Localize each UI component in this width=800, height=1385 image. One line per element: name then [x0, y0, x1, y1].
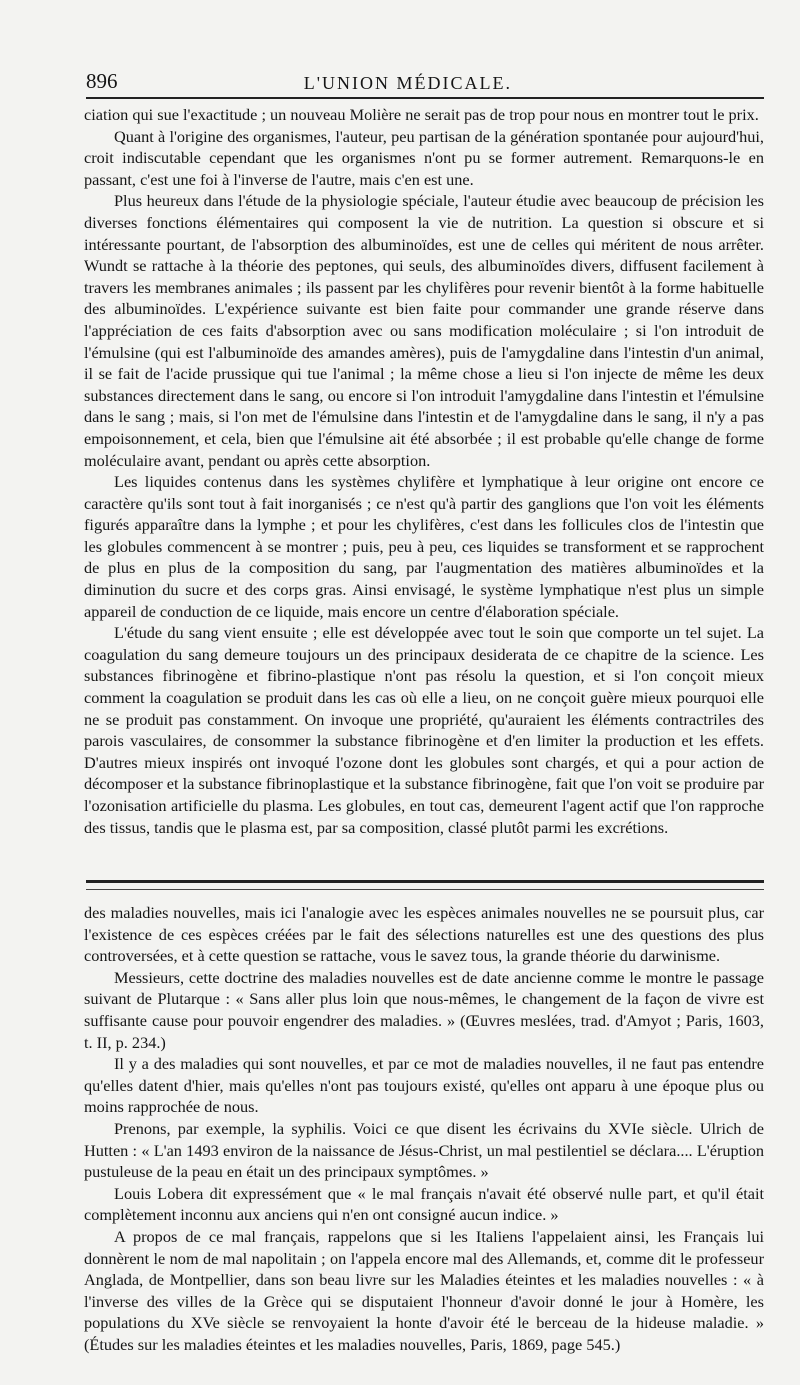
paragraph: ciation qui sue l'exactitude ; un nouveau Molière ne serait pas de trop pour nous en montrer tout le prix. — [84, 105, 759, 124]
running-title: L'UNION MÉDICALE. — [303, 73, 512, 93]
paragraph: A propos de ce mal français, rappelons que si les Italiens l'appelaient ainsi, les Français lui donnèrent le nom de mal napolitain ; on l'appela encore mal des Allemands, et, comme dit le professeur Anglada, de Montpellier, dans son beau livre sur les Maladies éteintes et les maladies nouvelles : « à l'inverse des villes de la Grèce qui se disputaient l'honneur d'avoir donné le jour à Homère, les populations du XVe siècle se renvoyaient la honte d'avoir été le berceau de la hideuse maladie. » (Études sur les maladies éteintes et les maladies nouvelles, Paris, 1869, page 545.) — [84, 1226, 764, 1354]
paragraph: Les liquides contenus dans les systèmes chylifère et lymphatique à leur origine ont encore ce caractère qu'ils sont tout à fait inorganisés ; ce n'est qu'à partir des ganglions que l'on voit les éléments figurés apparaître dans la lymphe ; et pour les chylifères, c'est dans les follicules clos de l'intestin que les globules commencent à se montrer ; puis, peu à peu, ces liquides se transforment et se rapprochent de plus en plus de la composition du sang, par l'augmentation des matières albuminoïdes et la diminution du sucre et des corps gras. Ainsi envisagé, le système lymphatique n'est plus un simple appareil de conduction de ce liquide, mais encore un centre d'élaboration spéciale. — [84, 472, 764, 621]
header-rule — [86, 97, 764, 99]
paragraph: Plus heureux dans l'étude de la physiologie spéciale, l'auteur étudie avec beaucoup de précision les diverses fonctions élémentaires qui composent la vie de nutrition. La question si obscure et si intéressante pourtant, de l'absorption des albuminoïdes, est une de celles qui méritent de nous arrêter. Wundt se rattache à la théorie des peptones, qui seuls, des albuminoïdes divers, diffusent facilement à travers les membranes animales ; ils passent par les chylifères pour revenir bientôt à la forme habituelle des albuminoïdes. L'expérience suivante est bien faite pour commander une grande réserve dans l'appréciation de ces faits d'absorption avec ou sans modification moléculaire ; si l'on introduit de l'émulsine (qui est l'albuminoïde des amandes amères), puis de l'amygdaline dans l'intestin d'un animal, il se fait de l'acide prussique qui tue l'animal ; la même chose a lieu si l'on injecte de même les deux substances directement dans le sang, ou encore si l'on introduit l'amygdaline dans l'intestin et l'émulsine dans le sang ; mais, si l'on met de l'émulsine dans l'intestin et de l'amygdaline dans le sang, il n'y a pas empoisonnement, et cela, bien que l'émulsine ait été absorbée ; il est probable qu'elle change de forme moléculaire avant, pendant ou après cette absorption. — [84, 191, 764, 470]
paragraph: Quant à l'origine des organismes, l'auteur, peu partisan de la génération spontanée pour aujourd'hui, croit indiscutable cependant que les organismes n'ont pu se former autrement. Remarquons-le en passant, c'est une foi à l'inverse de l'autre, mais c'en est une. — [84, 126, 764, 189]
paragraph: Prenons, par exemple, la syphilis. Voici ce que disent les écrivains du XVIe siècle. Ulrich de Hutten : « L'an 1493 environ de la naissance de Jésus-Christ, un mal pestilentiel se déclara.... L'éruption pustuleuse de la peau en était un des principaux symptômes. » — [84, 1118, 764, 1182]
paragraph: Il y a des maladies qui sont nouvelles, et par ce mot de maladies nouvelles, il ne faut pas entendre qu'elles datent d'hier, mais qu'elles n'ont pas toujours existé, qu'elles ont apparu à une époque plus ou moins rapprochée de nous. — [84, 1054, 764, 1117]
paragraph: Messieurs, cette doctrine des maladies nouvelles est de date ancienne comme le montre le passage suivant de Plutarque : « Sans aller plus loin que nous-mêmes, le changement de la façon de vivre est suffisante cause pour pouvoir engendrer des maladies. » (Œuvres meslées, trad. d'Amyot ; Paris, 1603, t. II, p. 234.) — [84, 967, 764, 1052]
page-number: 896 — [86, 69, 118, 93]
lower-article — [84, 902, 764, 1355]
paragraph: des maladies nouvelles, mais ici l'analogie avec les espèces animales nouvelles ne se poursuit plus, car l'existence de ces espèces créées par le fait des sélections naturelles est une des questions des plus controversées, et à cette question se rattache, vous le savez tous, la grande théorie du darwinisme. — [84, 903, 764, 966]
section-separator — [86, 880, 764, 890]
paragraph: L'étude du sang vient ensuite ; elle est développée avec tout le soin que comporte un tel sujet. La coagulation du sang demeure toujours un des principaux desiderata de ce chapitre de la science. Les substances fibrinogène et fibrino-plastique n'ont pas résolu la question, et si l'on conçoit mieux comment la coagulation se produit dans les cas où elle a lieu, on ne conçoit guère mieux pourquoi elle ne se produit pas constamment. On invoque une propriété, qu'auraient les éléments contractriles des parois vasculaires, de consommer la substance fibrinogène et d'en limiter la production et les effets. D'autres mieux inspirés ont invoqué l'ozone dont les globules sont chargés, et qui a pour action de décomposer et la substance fibrinoplastique et la substance fibrinogène, fait que l'on voit se produire par l'ozonisation artificielle du plasma. Les globules, en tout cas, demeurent l'agent actif que l'on rapproche des tissus, tandis que le plasma est, par sa composition, classé plutôt parmi les excrétions. — [84, 623, 764, 837]
upper-article — [84, 104, 764, 838]
paragraph: Louis Lobera dit expressément que « le mal français n'avait été observé nulle part, et qu'il était complètement inconnu aux anciens qui n'en ont consigné aucun indice. » — [84, 1183, 764, 1225]
page-header — [86, 60, 762, 94]
